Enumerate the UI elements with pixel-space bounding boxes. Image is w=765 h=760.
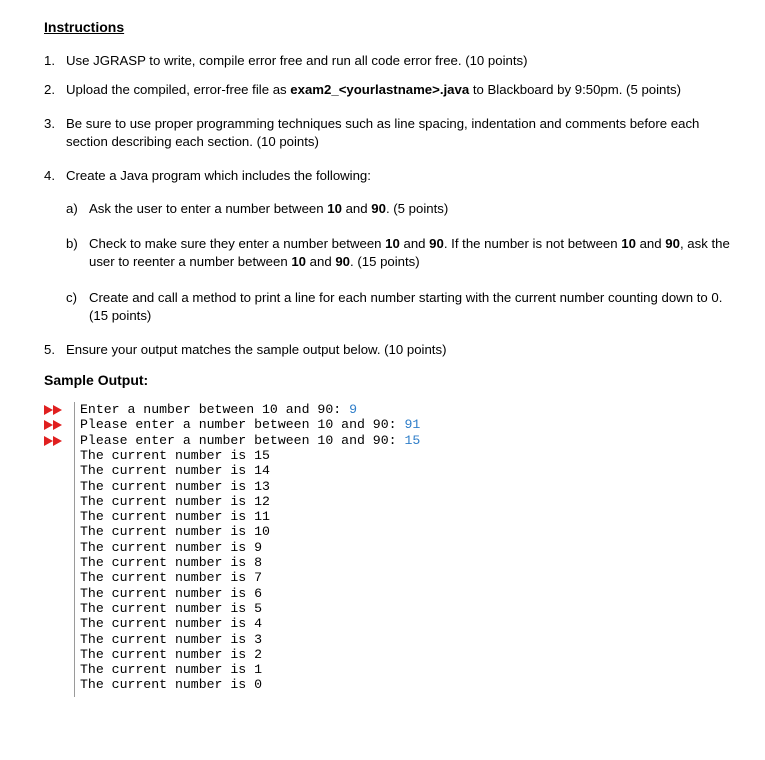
console-output-line: The current number is 10 — [80, 524, 270, 540]
subitem-text — [89, 200, 734, 218]
console-output-line: The current number is 15 — [80, 447, 270, 463]
console-output-line: The current number is 13 — [80, 478, 270, 494]
console-output-line: The current number is 14 — [80, 463, 270, 479]
bold-text-run: 90 — [371, 201, 386, 216]
text-run: and — [306, 254, 336, 269]
instructions-heading: Instructions — [44, 19, 125, 35]
text-run: Be sure to use proper programming techniques such as line spacing, indentation and comments before each section describing each section. (10 points) — [66, 116, 700, 149]
sample-output-console — [44, 402, 544, 697]
bold-text-run: exam2_<yourlastname>.java — [290, 82, 470, 97]
bold-text-run: 10 — [621, 236, 636, 251]
subitem-letter: b) — [66, 236, 78, 251]
text-run: . (15 points) — [350, 254, 420, 269]
console-output-line: The current number is 2 — [80, 646, 263, 662]
console-output-line: The current number is 9 — [80, 539, 263, 555]
console-prompt-line — [80, 433, 420, 448]
bold-text-run: 10 — [291, 254, 306, 269]
bold-text-run: 10 — [327, 201, 342, 216]
console-output-line: The current number is 3 — [80, 631, 263, 647]
item-text — [66, 341, 738, 359]
console-prompt-line — [80, 402, 357, 417]
console-output-line: The current number is 8 — [80, 555, 263, 570]
console-user-input: 91 — [404, 417, 421, 433]
text-run: and — [635, 236, 666, 251]
console-output-line: The current number is 12 — [80, 493, 270, 509]
instruction-item-1 — [44, 52, 734, 70]
item-text — [66, 167, 738, 185]
instruction-item-2 — [44, 81, 734, 99]
console-output-line: The current number is 0 — [80, 677, 263, 693]
text-run: to Blackboard by 9:50pm. (5 points) — [469, 82, 682, 97]
bold-text-run: 10 — [385, 236, 400, 251]
text-run: Use JGRASP to write, compile error free and run all code error free. (10 points) — [66, 53, 528, 68]
item-number: 1. — [44, 53, 55, 68]
console-output-line: The current number is 7 — [80, 570, 263, 586]
instruction-subitem-b — [66, 235, 734, 271]
console-prompt-line — [80, 417, 420, 432]
console-output-line: The current number is 5 — [80, 600, 263, 616]
console-output-line: The current number is 4 — [80, 616, 263, 632]
bold-text-run: 90 — [665, 236, 680, 251]
subitem-letter: c) — [66, 290, 77, 305]
console-user-input: 9 — [349, 402, 357, 417]
text-run: Ask the user to enter a number between — [89, 201, 328, 216]
instruction-item-4 — [44, 167, 734, 185]
text-run: Create and call a method to print a line for each number starting with the current number counting down to 0. (15 points) — [89, 290, 723, 323]
sample-output-heading: Sample Output: — [44, 372, 149, 388]
console-gutter-divider — [74, 402, 75, 697]
instruction-item-5 — [44, 341, 734, 359]
bold-text-run: 90 — [429, 236, 444, 251]
subitem-text — [89, 235, 734, 271]
item-text — [66, 115, 738, 151]
console-output-line: The current number is 1 — [80, 662, 263, 678]
item-text — [66, 52, 738, 70]
item-text — [66, 81, 738, 99]
instruction-subitem-c — [66, 289, 734, 325]
text-run: Create a Java program which includes the following: — [66, 168, 371, 183]
text-run: and — [399, 236, 430, 251]
item-number: 2. — [44, 82, 55, 97]
text-run: Check to make sure they enter a number between — [89, 236, 386, 251]
text-run: Upload the compiled, error-free file as — [66, 82, 291, 97]
item-number: 5. — [44, 342, 55, 357]
text-run: Ensure your output matches the sample output below. (10 points) — [66, 342, 447, 357]
text-run: , ask the user to reenter a number between — [89, 236, 730, 269]
text-run: . (5 points) — [385, 201, 449, 216]
input-arrow-icon — [44, 436, 64, 446]
input-arrow-icon — [44, 420, 64, 430]
text-run: and — [341, 201, 372, 216]
console-prompt-text: Please enter a number between 10 and 90: — [80, 417, 405, 433]
text-run: . If the number is not between — [443, 236, 622, 251]
subitem-text — [89, 289, 734, 325]
console-output-line: The current number is 6 — [80, 585, 263, 601]
bold-text-run: 90 — [335, 254, 351, 269]
instruction-subitem-a — [66, 200, 734, 218]
console-output-line: The current number is 11 — [80, 509, 270, 525]
console-user-input: 15 — [404, 432, 421, 448]
item-number: 3. — [44, 116, 55, 131]
subitem-letter: a) — [66, 201, 78, 216]
console-prompt-text: Enter a number between 10 and 90: — [80, 402, 350, 417]
console-prompt-text: Please enter a number between 10 and 90: — [80, 432, 405, 448]
instruction-item-3 — [44, 115, 734, 151]
item-number: 4. — [44, 168, 55, 183]
input-arrow-icon — [44, 405, 64, 415]
